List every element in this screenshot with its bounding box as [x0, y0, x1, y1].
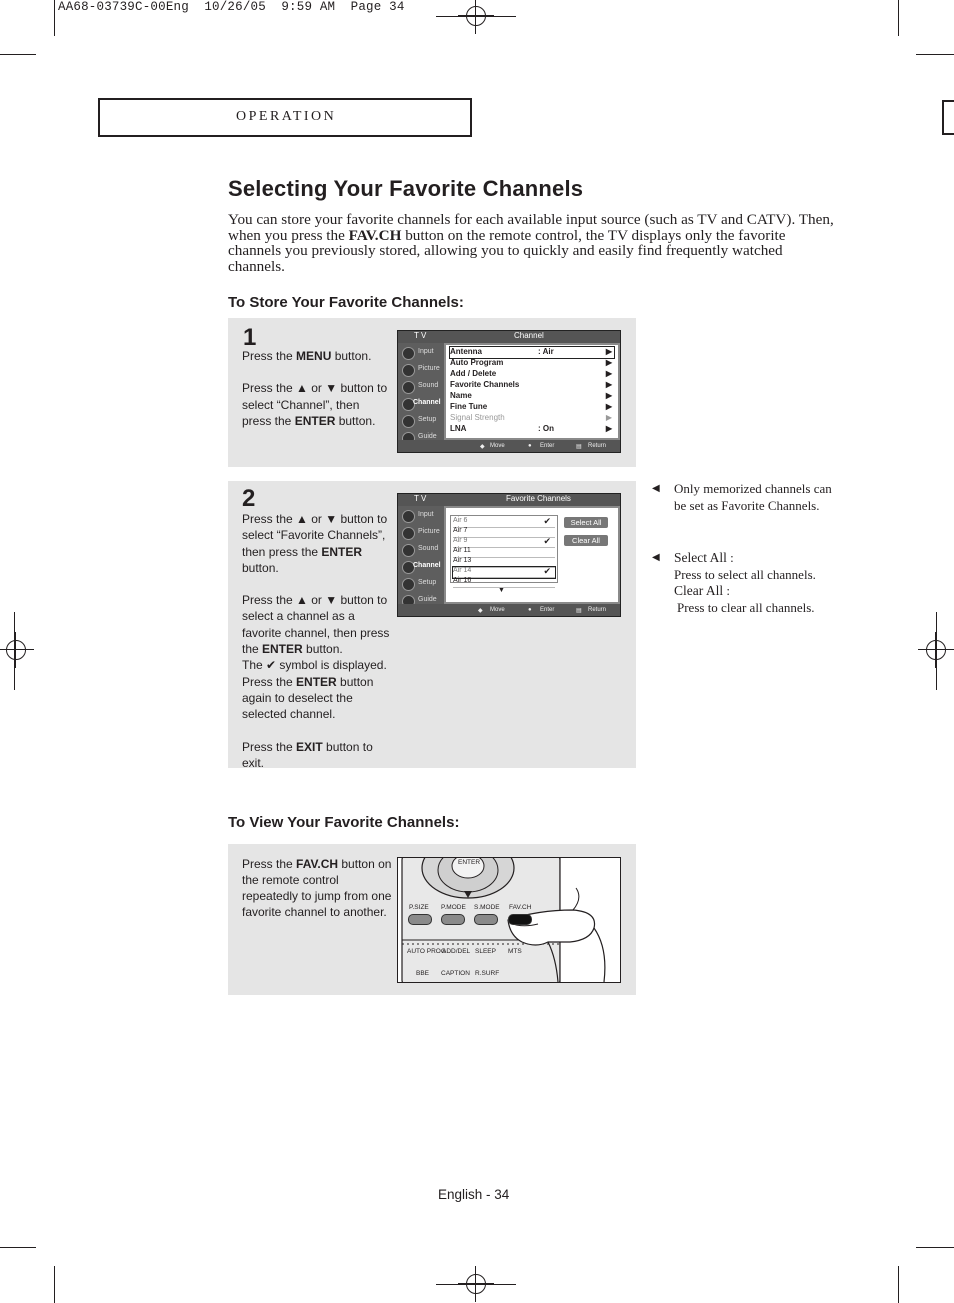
- channel-label: Air 14: [453, 567, 472, 574]
- step-text: button.: [242, 560, 279, 575]
- osd-sidebar-item: [400, 525, 444, 540]
- note-body: [674, 550, 842, 616]
- step-text: button.: [335, 413, 376, 428]
- step-bold: FAV.CH: [296, 857, 339, 871]
- step-text: Press the: [242, 349, 297, 363]
- step-text: Press the ▲ or ▼ button to select “Favorite Channels”, then press the: [242, 512, 388, 559]
- pointer-left-icon: ◀: [652, 552, 660, 563]
- remote-illustration: [397, 857, 621, 983]
- channel-label: Air 13: [453, 557, 472, 564]
- picture-icon: [402, 527, 415, 540]
- crop-mark: [942, 100, 944, 135]
- osd-menu-list: [446, 345, 618, 438]
- note-text: Only memorized channels can be set as Favorite Channels.: [674, 481, 832, 513]
- arrow-right-icon: ▶: [605, 391, 612, 400]
- remote-label: CAPTION: [441, 970, 470, 977]
- sound-icon: [402, 544, 415, 557]
- check-icon: ✔: [543, 536, 551, 546]
- sidebar-label: Sound: [418, 382, 439, 389]
- footer-label: Enter: [540, 443, 555, 449]
- channel-label: Air 9: [453, 537, 468, 544]
- input-icon: [402, 347, 415, 360]
- remote-label: P.MODE: [441, 904, 466, 911]
- input-icon: [402, 510, 415, 523]
- sidebar-label: Guide: [418, 433, 437, 440]
- page-footer: English - 34: [438, 1187, 510, 1202]
- psize-button: [408, 914, 432, 925]
- store-heading: To Store Your Favorite Channels:: [228, 294, 464, 311]
- osd-sidebar: [398, 506, 444, 604]
- pmode-button: [441, 914, 465, 925]
- remote-label: MTS: [508, 948, 522, 955]
- step-bold: MENU: [296, 349, 332, 363]
- arrow-right-icon: ▶: [605, 358, 612, 367]
- remote-label: ADD/DEL: [442, 948, 471, 955]
- remote-label: S.MODE: [474, 904, 500, 911]
- channel-label: Air 16: [453, 577, 472, 584]
- intro-text: button on the remote control, the TV displays only the favorite channels you previously stored, allowing you to quickly and easily find frequently watched channels.: [228, 226, 786, 275]
- sidebar-label: Picture: [418, 528, 440, 535]
- remote-label: P.SIZE: [409, 904, 429, 911]
- crop-mark: [942, 133, 954, 135]
- channel-label: Air 7: [453, 527, 468, 534]
- note-text: Press to select all channels.: [674, 566, 816, 582]
- step-bold: ENTER: [296, 674, 337, 689]
- footer-label: Return: [588, 607, 607, 613]
- remote-label: R.SURF: [475, 970, 500, 977]
- osd-channel-menu: [397, 330, 621, 453]
- setup-icon: [402, 578, 415, 591]
- osd-sidebar-item: [400, 576, 444, 591]
- remote-label: FAV.CH: [509, 904, 532, 911]
- osd-sidebar-item: [400, 413, 444, 428]
- osd-sidebar: [398, 343, 444, 440]
- step-number: 2: [242, 485, 256, 512]
- osd-favorite-list: [446, 508, 618, 602]
- menu-label: Fine Tune: [450, 402, 488, 411]
- step-text: Press the ▲ or ▼ button to select a channel as a favorite channel, then press the: [242, 593, 390, 657]
- osd-header: [398, 494, 620, 506]
- remote-label: SLEEP: [475, 948, 496, 955]
- menu-label: Add / Delete: [450, 369, 497, 378]
- step1-text: [242, 348, 392, 429]
- menu-label: LNA: [450, 424, 467, 433]
- step-bold: ENTER: [294, 413, 336, 428]
- sidebar-label: Setup: [418, 579, 437, 586]
- footer-label: Return: [588, 443, 607, 449]
- menu-row: [450, 380, 614, 391]
- osd-header: [398, 331, 620, 343]
- sidebar-label: Input: [418, 511, 434, 518]
- menu-row: [450, 391, 614, 402]
- crop-mark: [0, 54, 36, 55]
- osd-footer: [398, 604, 620, 616]
- osd-sidebar-item: [400, 508, 444, 523]
- note-colon: :: [726, 550, 734, 565]
- menu-value: : Air: [538, 347, 554, 356]
- menu-value: : On: [538, 424, 554, 433]
- picture-icon: [402, 364, 415, 377]
- menu-row: [450, 369, 614, 380]
- crop-mark: [436, 16, 516, 17]
- pointer-left-icon: ◀: [652, 483, 660, 494]
- check-icon: ✔: [543, 566, 551, 576]
- arrow-right-icon: ▶: [605, 347, 612, 356]
- step-number: 1: [243, 324, 257, 351]
- setup-icon: [402, 415, 415, 428]
- menu-row: [450, 413, 614, 424]
- crop-mark: [898, 0, 899, 36]
- menu-label: Signal Strength: [450, 413, 505, 422]
- menu-row: [450, 358, 614, 369]
- osd-sidebar-item: [400, 345, 444, 360]
- move-icon: ◆: [478, 608, 483, 614]
- sidebar-label: Picture: [418, 365, 440, 372]
- arrow-right-icon: ▶: [605, 369, 612, 378]
- osd-sidebar-item: [400, 396, 444, 411]
- enter-icon: ●: [528, 607, 532, 613]
- osd-tv-label: T V: [414, 494, 427, 503]
- arrow-right-icon: ▶: [605, 413, 612, 422]
- crop-mark: [936, 612, 937, 690]
- smode-button: [474, 914, 498, 925]
- sidebar-label: Channel: [413, 399, 441, 406]
- menu-label: Auto Program: [450, 358, 504, 367]
- section-label: OPERATION: [236, 109, 337, 124]
- sidebar-label: Guide: [418, 596, 437, 603]
- osd-sidebar-item: [400, 542, 444, 557]
- step-text: The ✔ symbol is displayed. Press the: [242, 658, 387, 689]
- step-bold: EXIT: [296, 739, 323, 754]
- osd-title: Channel: [514, 331, 544, 340]
- note-memorized: [652, 481, 842, 514]
- step-text: button to exit.: [242, 739, 373, 770]
- check-icon: ✔: [543, 516, 551, 526]
- menu-label: Favorite Channels: [450, 380, 520, 389]
- osd-sidebar-item: [400, 379, 444, 394]
- remote-label: BBE: [416, 970, 430, 977]
- clear-all-button: Clear All: [564, 535, 608, 546]
- osd-favorite-channels: [397, 493, 621, 617]
- footer-label: Move: [490, 607, 505, 613]
- menu-label: Name: [450, 391, 472, 400]
- sidebar-label: Setup: [418, 416, 437, 423]
- enter-label: ENTER: [458, 859, 481, 866]
- crop-mark: [898, 1266, 899, 1303]
- menu-row: [450, 347, 614, 358]
- intro-text: You can store your favorite channels for each available input source (such as TV and CATV). Then, when you press the: [228, 211, 834, 244]
- osd-title: Favorite Channels: [506, 494, 571, 503]
- footer-label: Move: [490, 443, 505, 449]
- step2-text: [242, 511, 394, 771]
- scroll-down-icon: ▼: [498, 587, 505, 594]
- footer-label: Enter: [540, 607, 555, 613]
- crop-mark: [14, 612, 15, 690]
- menu-label: Antenna: [450, 347, 482, 356]
- channel-label: Air 11: [453, 547, 471, 554]
- registration-mark: [0, 632, 34, 668]
- menu-row: [450, 402, 614, 413]
- step3-text: [242, 856, 394, 920]
- favch-button: [508, 914, 532, 925]
- print-header: AA68-03739C-00Eng 10/26/05 9:59 AM Page 34: [58, 0, 405, 14]
- step-text: button.: [302, 642, 343, 657]
- osd-footer: [398, 440, 620, 452]
- crop-mark: [0, 1247, 36, 1248]
- step-text: Press the ▲ or ▼ button to select “Channel”, then press the: [242, 381, 388, 428]
- crop-mark: [916, 1247, 954, 1248]
- sidebar-label: Channel: [413, 562, 441, 569]
- sound-icon: [402, 381, 415, 394]
- step-bold: ENTER: [262, 642, 303, 657]
- note-label: Select All: [674, 550, 727, 565]
- intro-paragraph: [228, 212, 838, 274]
- enter-icon: ●: [528, 443, 532, 449]
- note-colon: :: [723, 583, 730, 598]
- osd-sidebar-item: [400, 559, 444, 574]
- select-all-button: Select All: [564, 517, 608, 528]
- move-icon: ◆: [480, 444, 485, 450]
- return-icon: ▤: [576, 444, 582, 450]
- step-text: Press the: [242, 739, 297, 754]
- step-text: button.: [331, 349, 372, 363]
- section-label-box: [98, 98, 472, 137]
- arrow-right-icon: ▶: [605, 424, 612, 433]
- return-icon: ▤: [576, 608, 582, 614]
- view-heading: To View Your Favorite Channels:: [228, 814, 460, 831]
- crop-mark: [54, 1266, 55, 1303]
- arrow-right-icon: ▶: [605, 380, 612, 389]
- note-label: Clear All: [674, 583, 724, 598]
- step-bold: ENTER: [321, 544, 363, 559]
- sidebar-label: Input: [418, 348, 434, 355]
- remote-label: AUTO PROG: [407, 948, 446, 955]
- channel-list: [450, 515, 558, 583]
- intro-bold: FAV.CH: [348, 226, 402, 244]
- menu-row: [450, 424, 614, 435]
- osd-tv-label: T V: [414, 331, 427, 340]
- step-text: button again to deselect the selected channel.: [242, 674, 374, 722]
- step-text: button on the remote control repeatedly to jump from one favorite channel to another.: [242, 857, 392, 919]
- crop-mark: [436, 1284, 516, 1285]
- registration-mark: [458, 0, 494, 34]
- sidebar-label: Sound: [418, 545, 439, 552]
- osd-sidebar-item: [400, 362, 444, 377]
- note-text: Press to clear all channels.: [677, 599, 815, 615]
- note-select-clear: [652, 550, 842, 616]
- arrow-right-icon: ▶: [605, 402, 612, 411]
- crop-mark: [54, 0, 55, 36]
- channel-label: Air 6: [453, 517, 468, 524]
- crop-mark: [916, 54, 954, 55]
- step-text: Press the: [242, 857, 297, 871]
- page-title: Selecting Your Favorite Channels: [228, 176, 584, 201]
